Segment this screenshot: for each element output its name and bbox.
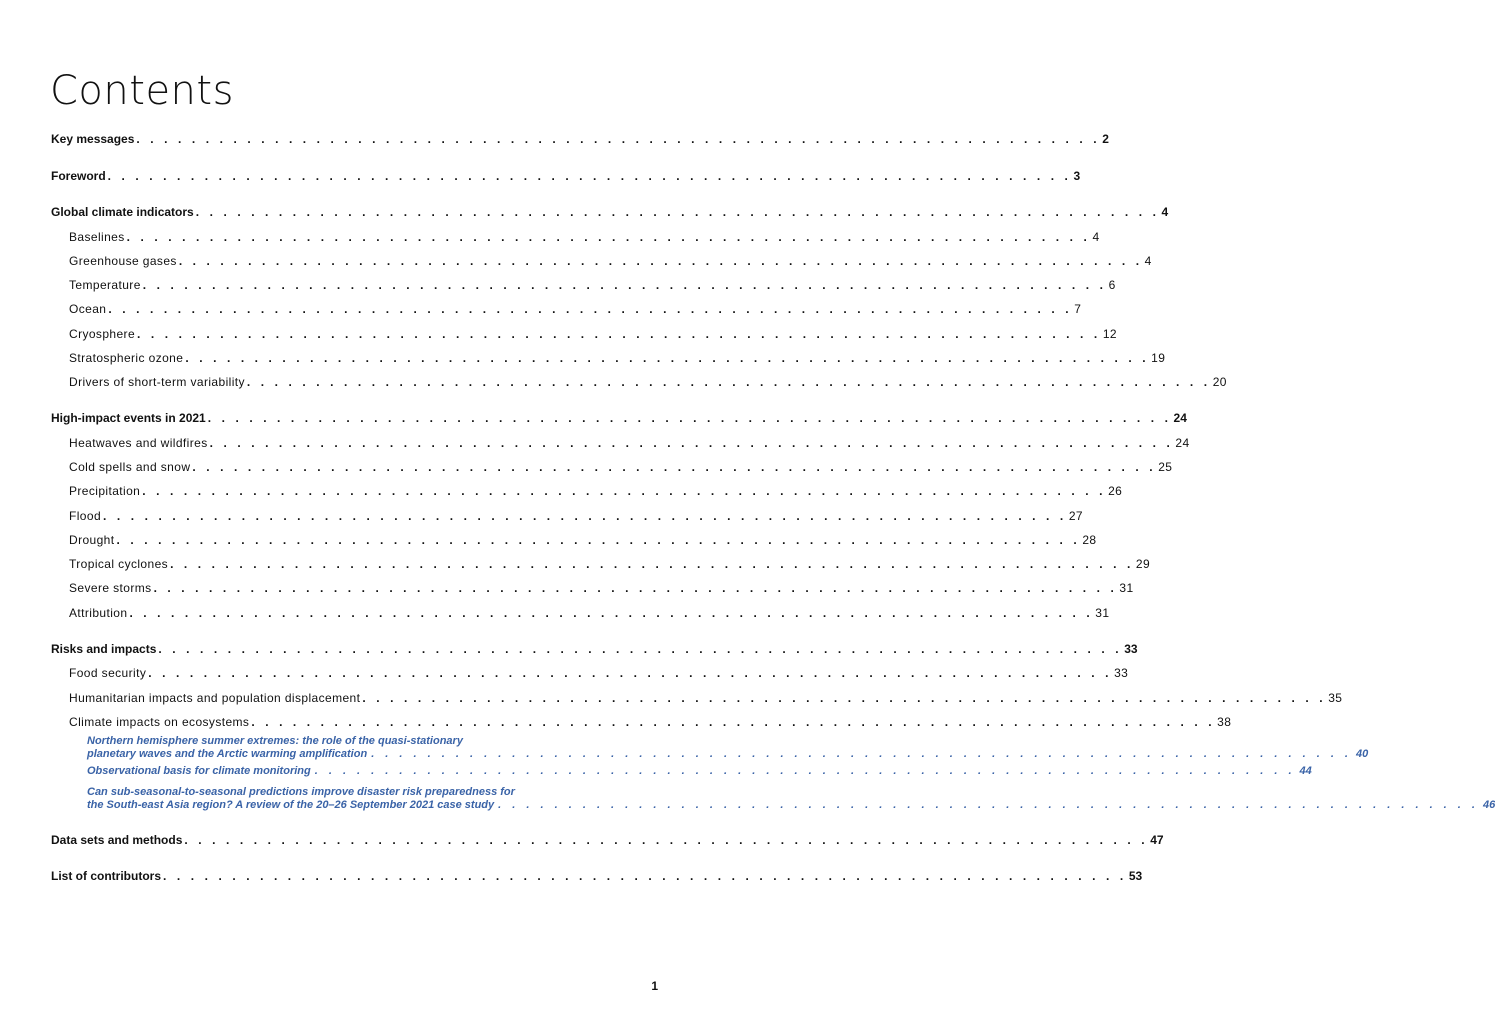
dot-leader: . . . . . . . . . . . . . . . . . . . . . . . . . . . . . . . . . . . . . . . . . . . . . . . . . . . . . . . . . . . . . . . . . . . . . . <box>142 278 1107 292</box>
box-title-line-2: planetary waves and the Arctic warming amplification <box>87 748 368 760</box>
toc-entry-page: 53 <box>1128 869 1143 883</box>
toc-box-entry[interactable] <box>87 735 1369 761</box>
toc-entry-label: Risks and impacts <box>51 642 157 656</box>
dot-leader: . . . . . . . . . . . . . . . . . . . . . . . . . . . . . . . . . . . . . . . . . . . . . . . . . . . . . . . . . . . . . . . . . . . . . . <box>153 581 1118 595</box>
dot-leader: . . . . . . . . . . . . . . . . . . . . . . . . . . . . . . . . . . . . . . . . . . . . . . . . . . . . . . . . . . . . . . . . . . . . . . <box>192 460 1157 474</box>
dot-leader: . . . . . . . . . . . . . . . . . . . . . . . . . . . . . . . . . . . . . . . . . . . . . . . . . . . . . . . . . . . . . . . . . . . . . . <box>136 132 1101 146</box>
toc-entry-label: Drought <box>69 533 115 547</box>
dot-leader: . . . . . . . . . . . . . . . . . . . . . . . . . . . . . . . . . . . . . . . . . . . . . . . . . . . . . . . . . . . . . . . . . . . . . . <box>251 715 1216 729</box>
dot-leader: . . . . . . . . . . . . . . . . . . . . . . . . . . . . . . . . . . . . . . . . . . . . . . . . . . . . . . . . . . . . . . . . . . . . . . <box>371 748 1352 760</box>
page-number: 1 <box>651 979 658 993</box>
toc-entry-page: 4 <box>1092 230 1100 244</box>
dot-leader: . . . . . . . . . . . . . . . . . . . . . . . . . . . . . . . . . . . . . . . . . . . . . . . . . . . . . . . . . . . . . . . . . . . . . . <box>142 484 1107 498</box>
toc-entry-label: Severe storms <box>69 581 152 595</box>
toc-entry-label: Ocean <box>69 302 107 316</box>
toc-entry-page: 47 <box>1150 833 1164 847</box>
toc-entry-label: Precipitation <box>69 484 141 498</box>
toc-box-entry[interactable] <box>87 786 1495 812</box>
toc-entry-label: Cryosphere <box>69 327 136 341</box>
dot-leader: . . . . . . . . . . . . . . . . . . . . . . . . . . . . . . . . . . . . . . . . . . . . . . . . . . . . . . . . . . . . . . . . . . . . . . <box>314 765 1296 777</box>
box-title-line-1: Can sub-seasonal-to-seasonal predictions improve disaster risk preparedness for <box>87 786 515 798</box>
toc-entry-label: Stratospheric ozone <box>69 351 184 365</box>
box-page: 46 <box>1482 799 1495 811</box>
toc-subsection-entry[interactable] <box>69 327 1118 342</box>
toc-entry-page: 35 <box>1328 691 1343 705</box>
toc-entry-label: Tropical cyclones <box>69 557 169 571</box>
toc-entry-page: 33 <box>1124 642 1138 656</box>
dot-leader: . . . . . . . . . . . . . . . . . . . . . . . . . . . . . . . . . . . . . . . . . . . . . . . . . . . . . . . . . . . . . . . . . . . . . . <box>362 691 1327 705</box>
toc-entry-page: 24 <box>1175 436 1190 450</box>
toc-subsection-entry[interactable] <box>69 230 1100 245</box>
toc-entry-page: 4 <box>1144 254 1152 268</box>
dot-leader: . . . . . . . . . . . . . . . . . . . . . . . . . . . . . . . . . . . . . . . . . . . . . . . . . . . . . . . . . . . . . . . . . . . . . . <box>178 254 1143 268</box>
toc-entry-page: 19 <box>1151 351 1166 365</box>
dot-leader: . . . . . . . . . . . . . . . . . . . . . . . . . . . . . . . . . . . . . . . . . . . . . . . . . . . . . . . . . . . . . . . . . . . . . . <box>107 169 1072 183</box>
toc-entry-page: 33 <box>1114 666 1129 680</box>
page-title: Contents <box>50 68 234 114</box>
toc-entry-label: Baselines <box>69 230 125 244</box>
dot-leader: . . . . . . . . . . . . . . . . . . . . . . . . . . . . . . . . . . . . . . . . . . . . . . . . . . . . . . . . . . . . . . . . . . . . . . <box>163 869 1127 883</box>
dot-leader: . . . . . . . . . . . . . . . . . . . . . . . . . . . . . . . . . . . . . . . . . . . . . . . . . . . . . . . . . . . . . . . . . . . . . . <box>158 642 1123 656</box>
toc-entry-page: 4 <box>1161 205 1169 219</box>
toc-subsection-entry[interactable] <box>69 375 1227 390</box>
toc-section-entry[interactable] <box>51 411 1187 426</box>
toc-subsection-entry[interactable] <box>69 436 1190 451</box>
toc-entry-page: 12 <box>1102 327 1118 341</box>
toc-entry-label: Drivers of short-term variability <box>69 375 245 389</box>
toc-subsection-entry[interactable] <box>69 715 1232 730</box>
dot-leader: . . . . . . . . . . . . . . . . . . . . . . . . . . . . . . . . . . . . . . . . . . . . . . . . . . . . . . . . . . . . . . . . . . . . . . <box>498 799 1479 811</box>
toc-entry-page: 20 <box>1212 375 1227 389</box>
dot-leader: . . . . . . . . . . . . . . . . . . . . . . . . . . . . . . . . . . . . . . . . . . . . . . . . . . . . . . . . . . . . . . . . . . . . . . <box>185 351 1150 365</box>
box-title-line-1: Northern hemisphere summer extremes: the role of the quasi-stationary <box>87 735 463 747</box>
dot-leader: . . . . . . . . . . . . . . . . . . . . . . . . . . . . . . . . . . . . . . . . . . . . . . . . . . . . . . . . . . . . . . . . . . . . . . <box>207 411 1172 425</box>
toc-section-entry[interactable] <box>51 169 1081 184</box>
toc-section-entry[interactable] <box>51 205 1169 220</box>
dot-leader: . . . . . . . . . . . . . . . . . . . . . . . . . . . . . . . . . . . . . . . . . . . . . . . . . . . . . . . . . . . . . . . . . . . . . . <box>108 302 1073 316</box>
toc-entry-page: 24 <box>1173 411 1187 425</box>
toc-subsection-entry[interactable] <box>69 509 1084 524</box>
toc-entry-page: 29 <box>1135 557 1151 571</box>
dot-leader: . . . . . . . . . . . . . . . . . . . . . . . . . . . . . . . . . . . . . . . . . . . . . . . . . . . . . . . . . . . . . . . . . . . . . . <box>170 557 1134 571</box>
toc-section-entry[interactable] <box>51 642 1138 657</box>
toc-entry-page: 6 <box>1108 278 1116 292</box>
toc-subsection-entry[interactable] <box>69 606 1110 621</box>
toc-subsection-entry[interactable] <box>69 278 1116 293</box>
toc-subsection-entry[interactable] <box>69 557 1151 572</box>
toc-entry-label: Heatwaves and wildfires <box>69 436 208 450</box>
toc-subsection-entry[interactable] <box>69 484 1123 499</box>
toc-entry-page: 2 <box>1102 132 1109 146</box>
dot-leader: . . . . . . . . . . . . . . . . . . . . . . . . . . . . . . . . . . . . . . . . . . . . . . . . . . . . . . . . . . . . . . . . . . . . . . <box>103 509 1067 523</box>
dot-leader: . . . . . . . . . . . . . . . . . . . . . . . . . . . . . . . . . . . . . . . . . . . . . . . . . . . . . . . . . . . . . . . . . . . . . . <box>184 833 1149 847</box>
toc-entry-label: Greenhouse gases <box>69 254 177 268</box>
toc-section-entry[interactable] <box>51 833 1164 848</box>
box-title-line-2: the South-east Asia region? A review of the 20–26 September 2021 case study <box>87 799 495 811</box>
toc-subsection-entry[interactable] <box>69 581 1134 596</box>
toc-entry-page: 31 <box>1095 606 1110 620</box>
dot-leader: . . . . . . . . . . . . . . . . . . . . . . . . . . . . . . . . . . . . . . . . . . . . . . . . . . . . . . . . . . . . . . . . . . . . . . <box>116 533 1081 547</box>
toc-entry-page: 28 <box>1082 533 1097 547</box>
dot-leader: . . . . . . . . . . . . . . . . . . . . . . . . . . . . . . . . . . . . . . . . . . . . . . . . . . . . . . . . . . . . . . . . . . . . . . <box>209 436 1174 450</box>
toc-subsection-entry[interactable] <box>69 533 1097 548</box>
toc-subsection-entry[interactable] <box>69 666 1129 681</box>
dot-leader: . . . . . . . . . . . . . . . . . . . . . . . . . . . . . . . . . . . . . . . . . . . . . . . . . . . . . . . . . . . . . . . . . . . . . . <box>129 606 1094 620</box>
toc-subsection-entry[interactable] <box>69 691 1343 706</box>
dot-leader: . . . . . . . . . . . . . . . . . . . . . . . . . . . . . . . . . . . . . . . . . . . . . . . . . . . . . . . . . . . . . . . . . . . . . . <box>126 230 1091 244</box>
toc-section-entry[interactable] <box>51 869 1143 884</box>
toc-entry-page: 3 <box>1073 169 1081 183</box>
toc-entry-page: 27 <box>1068 509 1084 523</box>
dot-leader: . . . . . . . . . . . . . . . . . . . . . . . . . . . . . . . . . . . . . . . . . . . . . . . . . . . . . . . . . . . . . . . . . . . . . . <box>246 375 1211 389</box>
box-title-line-2: Observational basis for climate monitoring <box>87 765 311 777</box>
toc-entry-label: Flood <box>69 509 102 523</box>
toc-entry-label: Food security <box>69 666 147 680</box>
box-page: 44 <box>1299 765 1312 777</box>
toc-entry-label: Humanitarian impacts and population displacement <box>69 691 361 705</box>
toc-entry-label: List of contributors <box>51 869 161 883</box>
box-page: 40 <box>1356 748 1369 760</box>
toc-section-entry[interactable] <box>51 132 1109 147</box>
toc-entry-label: High-impact events in 2021 <box>51 411 206 425</box>
dot-leader: . . . . . . . . . . . . . . . . . . . . . . . . . . . . . . . . . . . . . . . . . . . . . . . . . . . . . . . . . . . . . . . . . . . . . . <box>137 327 1101 341</box>
dot-leader: . . . . . . . . . . . . . . . . . . . . . . . . . . . . . . . . . . . . . . . . . . . . . . . . . . . . . . . . . . . . . . . . . . . . . . <box>148 666 1113 680</box>
dot-leader: . . . . . . . . . . . . . . . . . . . . . . . . . . . . . . . . . . . . . . . . . . . . . . . . . . . . . . . . . . . . . . . . . . . . . . <box>195 205 1160 219</box>
toc-subsection-entry[interactable] <box>69 302 1082 317</box>
toc-subsection-entry[interactable] <box>69 460 1173 475</box>
toc-entry-label: Data sets and methods <box>51 833 183 847</box>
toc-entry-page: 31 <box>1119 581 1134 595</box>
toc-entry-label: Climate impacts on ecosystems <box>69 715 250 729</box>
toc-entry-page: 38 <box>1217 715 1232 729</box>
toc-entry-label: Key messages <box>51 132 135 146</box>
toc-entry-label: Global climate indicators <box>51 205 194 219</box>
toc-entry-label: Temperature <box>69 278 141 292</box>
toc-entry-page: 25 <box>1158 460 1173 474</box>
toc-entry-label: Foreword <box>51 169 106 183</box>
toc-entry-page: 7 <box>1074 302 1082 316</box>
toc-subsection-entry[interactable] <box>69 254 1152 269</box>
toc-entry-label: Attribution <box>69 606 128 620</box>
toc-box-entry[interactable] <box>87 765 1312 778</box>
toc-entry-page: 26 <box>1108 484 1123 498</box>
toc-entry-label: Cold spells and snow <box>69 460 191 474</box>
toc-subsection-entry[interactable] <box>69 351 1166 366</box>
